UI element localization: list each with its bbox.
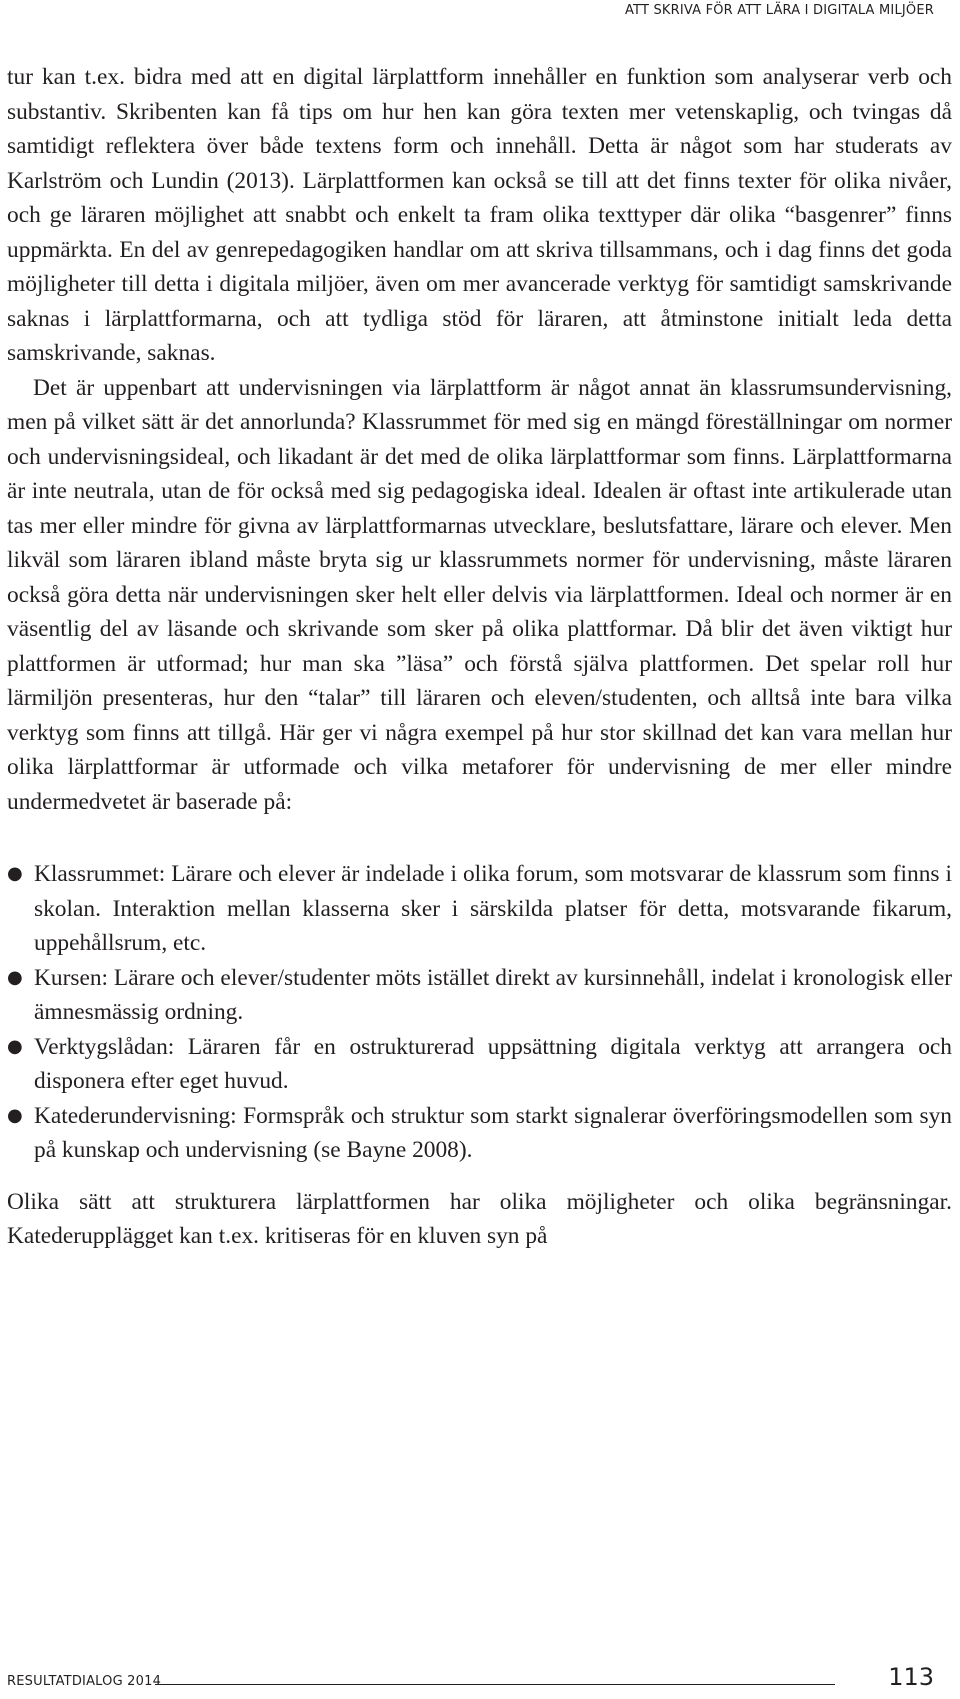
paragraph: tur kan t.ex. bidra med att en digital lärplattform innehåller en funktion som analyserar verb och substantiv. Skribenten kan få tips om hur hen kan göra texten mer vetenskaplig, och tvingas då samtidigt reflektera över både textens form och innehåll. Detta är något som har studerats av Karlström och Lundin (2013). Lärplattformen kan också se till att det finns texter för olika nivåer, och ge läraren möjlighet att snabbt och enkelt ta fram olika texttyper där olika “basgenrer” finns uppmärkta. En del av genrepedagogiken handlar om att skriva tillsammans, och i dag finns det goda möjligheter till detta i digitala miljöer, även om mer avancerade verktyg för samtidigt samskrivande saknas i lärplattformarna, och att tydliga stöd för läraren, att åtminstone initialt leda detta samskrivande, saknas.: [7, 64, 952, 366]
list-item: [7, 1099, 952, 1168]
list-item-text: Verktygslådan: Läraren får en ostrukturerad uppsättning digitala verktyg att arrangera och disponera efter eget huvud.: [34, 1033, 952, 1094]
footer-divider: [155, 1684, 835, 1685]
list-item: [7, 1030, 952, 1099]
list-item: [7, 857, 952, 961]
paragraph: Olika sätt att strukturera lärplattformen har olika möjligheter och olika begränsningar. Katederupplägget kan t.ex. kritiseras för en kluven syn på: [7, 1188, 952, 1249]
list-item: [7, 961, 952, 1030]
footer-publication: RESULTATDIALOG 2014: [7, 1674, 162, 1689]
running-header: ATT SKRIVA FÖR ATT LÄRA I DIGITALA MILJÖER: [624, 3, 934, 18]
bullet-icon: ●: [7, 863, 23, 884]
list-item-text: Klassrummet: Lärare och elever är indelade i olika forum, som motsvarar de klassrum som finns i skolan. Interaktion mellan klasserna sker i särskilda platser för detta, motsvarande fikarum, uppehållsrum, etc.: [34, 861, 952, 956]
page-number: 113: [888, 1663, 934, 1691]
paragraph: Det är uppenbart att undervisningen via lärplattform är något annat än klassrumsundervisning, men på vilket sätt är det annorlunda? Klassrummet för med sig en mängd föreställningar om normer och undervisningsideal, och likadant är det med de olika lärplattformar som finns. Lärplattformarna är inte neutrala, utan de för också med sig pedagogiska ideal. Idealen är oftast inte artikulerade utan tas mer eller mindre för givna av lärplattformarnas utvecklare, beslutsfattare, lärare och elever. Men likväl som läraren ibland måste bryta sig ur klassrummets normer för undervisning, måste läraren också göra detta när undervisningen sker helt eller delvis via lärplattformen. Ideal och normer är en väsentlig del av läsande och skrivande som sker på olika plattformar. Då blir det även viktigt hur plattformen är utformad; hur man ska ”läsa” och förstå själva plattformen. Det spelar roll hur lärmiljön presenteras, hur den “talar” till läraren och eleven/studenten, och alltså inte bara vilka verktyg som finns att tillgå. Här ger vi några exempel på hur stor skillnad det kan vara mellan hur olika lärplattformar är utformade och vilka metaforer för undervisning de mer eller mindre undermedvetet är baserade på:: [7, 374, 952, 815]
bullet-list: [7, 857, 952, 1168]
bullet-icon: ●: [7, 1104, 23, 1126]
list-item-text: Kursen: Lärare och elever/studenter möts istället direkt av kursinnehåll, indelat i kronologisk eller ämnesmässig ordning.: [34, 964, 952, 1025]
list-item-text: Katederundervisning: Formspråk och struktur som starkt signalerar överföringsmodellen som syn på kunskap och undervisning (se Bayne 2008).: [34, 1102, 952, 1163]
body-text: [7, 60, 952, 1254]
bullet-icon: ●: [7, 966, 23, 988]
bullet-icon: ●: [7, 1035, 23, 1057]
